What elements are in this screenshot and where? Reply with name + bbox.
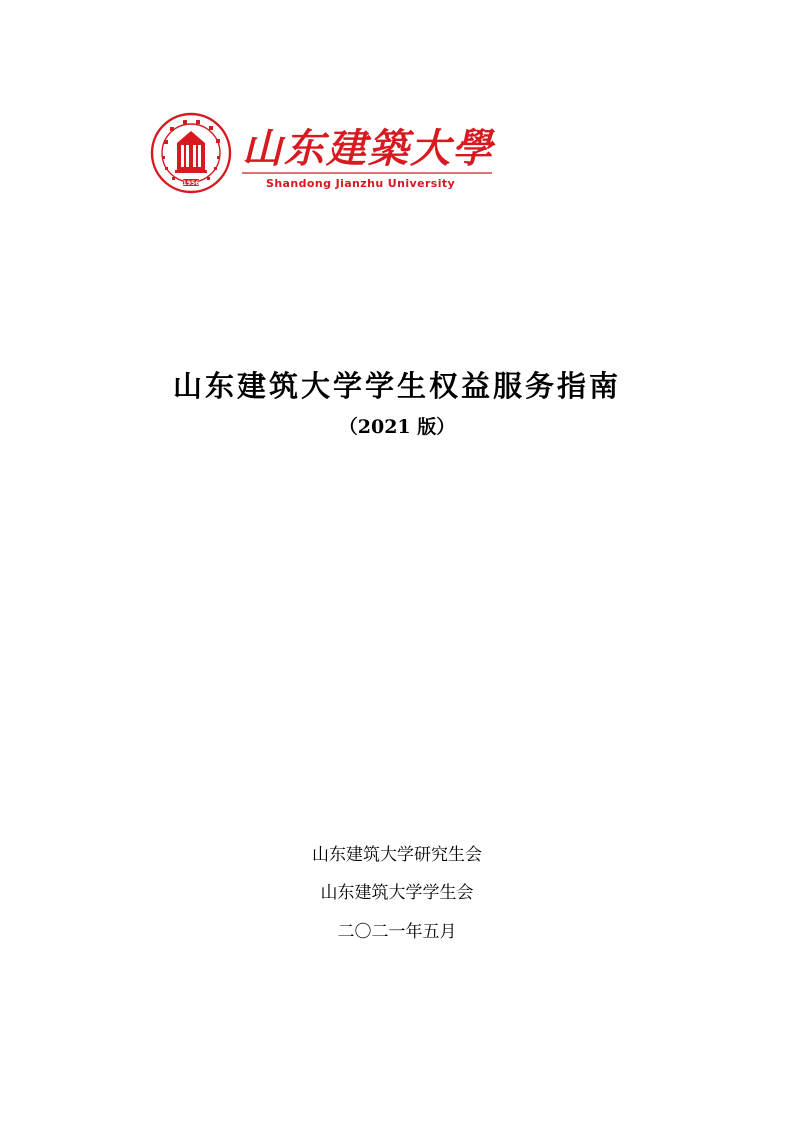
university-seal-icon (150, 112, 232, 194)
university-name-cn: 山东建築大學 (242, 125, 494, 172)
university-name-en: Shandong Jianzhu University (266, 177, 456, 190)
publisher-graduate-union: 山东建筑大学研究生会 (312, 845, 482, 865)
seal-year: 1956 (182, 180, 200, 187)
university-wordmark (240, 116, 496, 194)
university-logo (150, 112, 510, 198)
document-edition: （2021 版） (338, 416, 456, 438)
publication-date: 二〇二一年五月 (337, 922, 457, 942)
publisher-student-union: 山东建筑大学学生会 (320, 883, 474, 903)
document-title: 山东建筑大学学生权益服务指南 (172, 369, 621, 403)
